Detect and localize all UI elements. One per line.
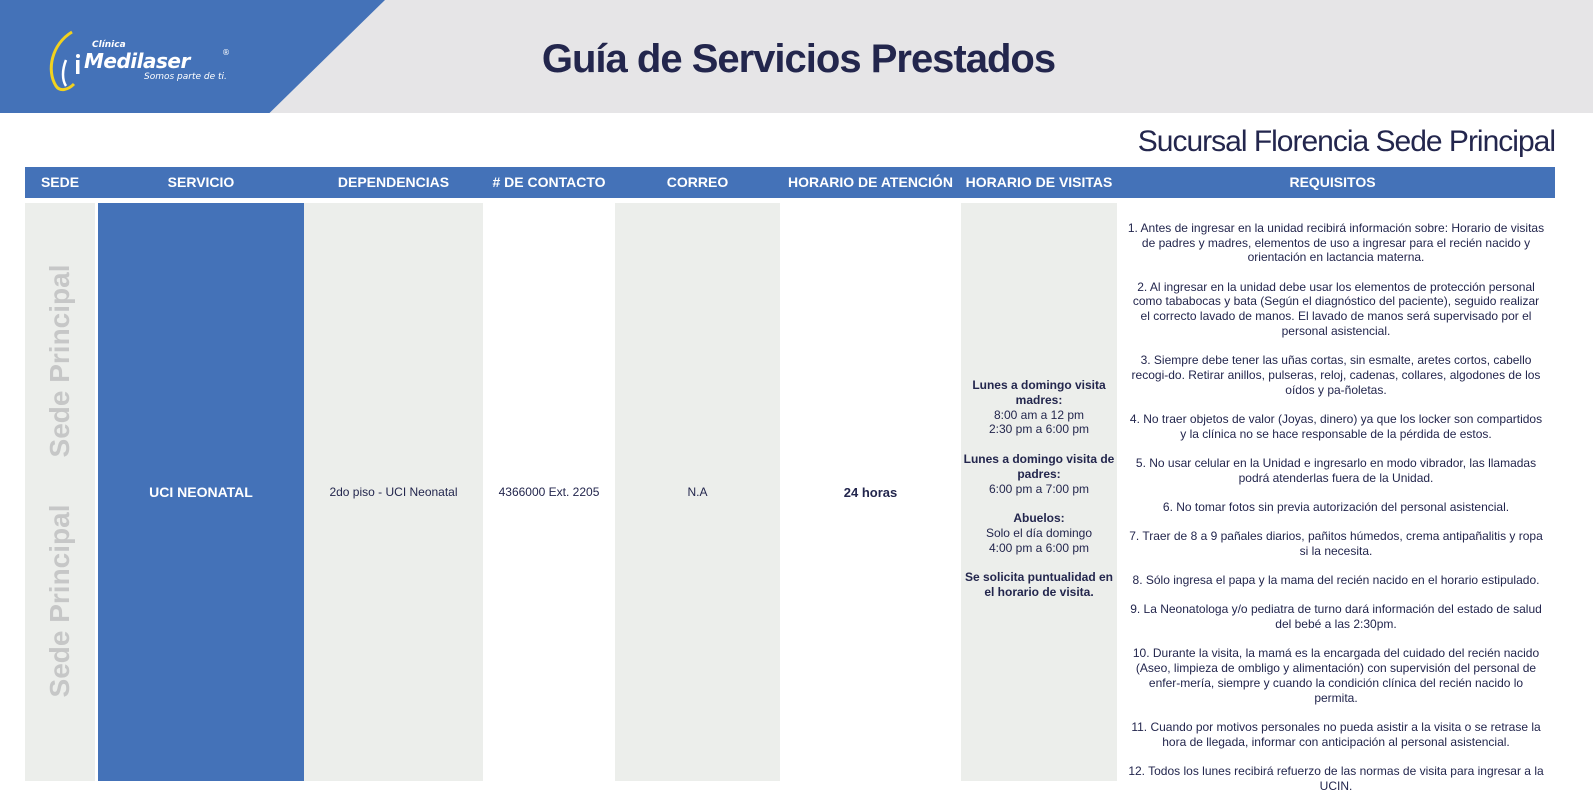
requisito-item: 8. Sólo ingresa el papa y la mama del recién nacido en el horario estipulado. <box>1132 573 1540 588</box>
page-subtitle: Sucursal Florencia Sede Principal <box>1137 125 1555 158</box>
requisito-item: 3. Siempre debe tener las uñas cortas, sin esmalte, aretes cortos, cabello recogi-do. Retirar anillos, pulseras, reloj, cadenas, collares, algodones de los oídos y pa-ñoletas. <box>1131 353 1541 397</box>
requisito-item: 6. No tomar fotos sin previa autorización del personal asistencial. <box>1162 499 1510 514</box>
requisito-item: 11. Cuando por motivos personales no pueda asistir a la visita o se retrase la hora de llegada, informar con anticipación al personal asistencial. <box>1131 719 1541 749</box>
col-header-sede: SEDE <box>40 174 80 190</box>
col-header-horario-atencion: HORARIO DE ATENCIÓN <box>788 174 953 190</box>
sede-vertical-label: Sede Principal <box>44 264 75 458</box>
visitas-abuelos-title: Abuelos: <box>1013 511 1065 526</box>
dependencias-value: 2do piso - UCI Neonatal <box>329 485 458 499</box>
visitas-padres-time: 6:00 pm a 7:00 pm <box>988 481 1090 496</box>
requisito-item: 10. Durante la visita, la mamá es la encargada del cuidado del recién nacido (Aseo, limpieza de ombligo y alimentación) con supervisión del personal de enfer-mería, siempre y cuando la condición clínica del recién nacido lo permita. <box>1132 646 1540 705</box>
requisito-item: 7. Traer de 8 a 9 pañales diarios, pañitos húmedos, crema antipañalitis y ropa si la necesita. <box>1129 529 1543 558</box>
requisito-item: 4. No traer objetos de valor (Joyas, dinero) ya que los locker son compartidos y la clínica no se hace responsable de la pérdida de estos. <box>1129 411 1543 441</box>
cell-horario-visitas <box>961 203 1117 781</box>
requisito-item: 1. Antes de ingresar en la unidad recibirá información sobre: Horario de visitas de padres y madres, elementos de uso a ingresar para el recién nacido y orientación en lactancia materna. <box>1127 221 1545 265</box>
visitas-padres-title: Lunes a domingo visita de padres: <box>963 451 1115 481</box>
visitas-madres-title: Lunes a domingo visita madres: <box>972 378 1106 407</box>
col-header-requisitos: REQUISITOS <box>1289 174 1376 190</box>
col-header-dependencias: DEPENDENCIAS <box>337 174 450 190</box>
requisito-item: 9. La Neonatologa y/o pediatra de turno dará información del estado de salud del bebé a las 2:30pm. <box>1130 602 1542 632</box>
logo-tagline: Somos parte de ti. <box>144 72 227 82</box>
requisitos-list <box>1127 221 1545 808</box>
servicio-label: UCI NEONATAL <box>149 484 253 500</box>
logo-clinica-text: Clínica <box>92 40 126 50</box>
cell-requisitos <box>1117 203 1555 793</box>
requisito-item: 5. No usar celular en la Unidad e ingresarlo en modo vibrador, las llamadas podrá atenderlas fuera de la Unidad. <box>1135 455 1537 485</box>
cell-contacto <box>483 203 615 781</box>
requisito-item: 2. Al ingresar en la unidad debe usar los elementos de protección personal como tababocas y bata (Según el diagnóstico del paciente), seguido realizar el correcto lavado de manos. El lavado de manos será supervisado por el personal asistencial. <box>1132 279 1540 338</box>
contacto-value: 4366000 Ext. 2205 <box>498 485 600 499</box>
visitas-abuelos-time: 4:00 pm a 6:00 pm <box>988 540 1090 555</box>
table-header <box>25 167 1555 198</box>
page-title-text: Guía de Servicios Prestados <box>541 37 1056 81</box>
visitas-madres-time: 8:00 am a 12 pm <box>993 407 1085 422</box>
requisito-item: 12. Todos los lunes recibirá refuerzo de las normas de visita para ingresar a la UCIN. <box>1128 763 1544 793</box>
cell-servicio <box>98 203 304 781</box>
logo-brand-name: Medilaser <box>84 49 190 73</box>
visitas-note: Se solicita puntualidad en el horario de visita. <box>964 570 1114 600</box>
visitas-madres-time: 2:30 pm a 6:00 pm <box>988 422 1090 437</box>
visitas-abuelos-day: Solo el día domingo <box>985 525 1093 540</box>
horario-atencion-value: 24 horas <box>843 484 898 500</box>
cell-correo <box>615 203 780 781</box>
cell-horario-atencion <box>780 203 961 781</box>
cell-dependencias <box>304 203 483 781</box>
cell-sede <box>25 203 95 781</box>
col-header-horario-visitas: HORARIO DE VISITAS <box>965 174 1113 190</box>
col-header-contacto: # DE CONTACTO <box>492 174 606 190</box>
sede-vertical-label: Sede Principal <box>44 504 75 698</box>
correo-value: N.A <box>687 485 708 499</box>
col-header-correo: CORREO <box>666 174 729 190</box>
page-title <box>0 37 1593 82</box>
logo-registered-mark: ® <box>222 48 230 57</box>
col-header-servicio: SERVICIO <box>167 174 235 190</box>
